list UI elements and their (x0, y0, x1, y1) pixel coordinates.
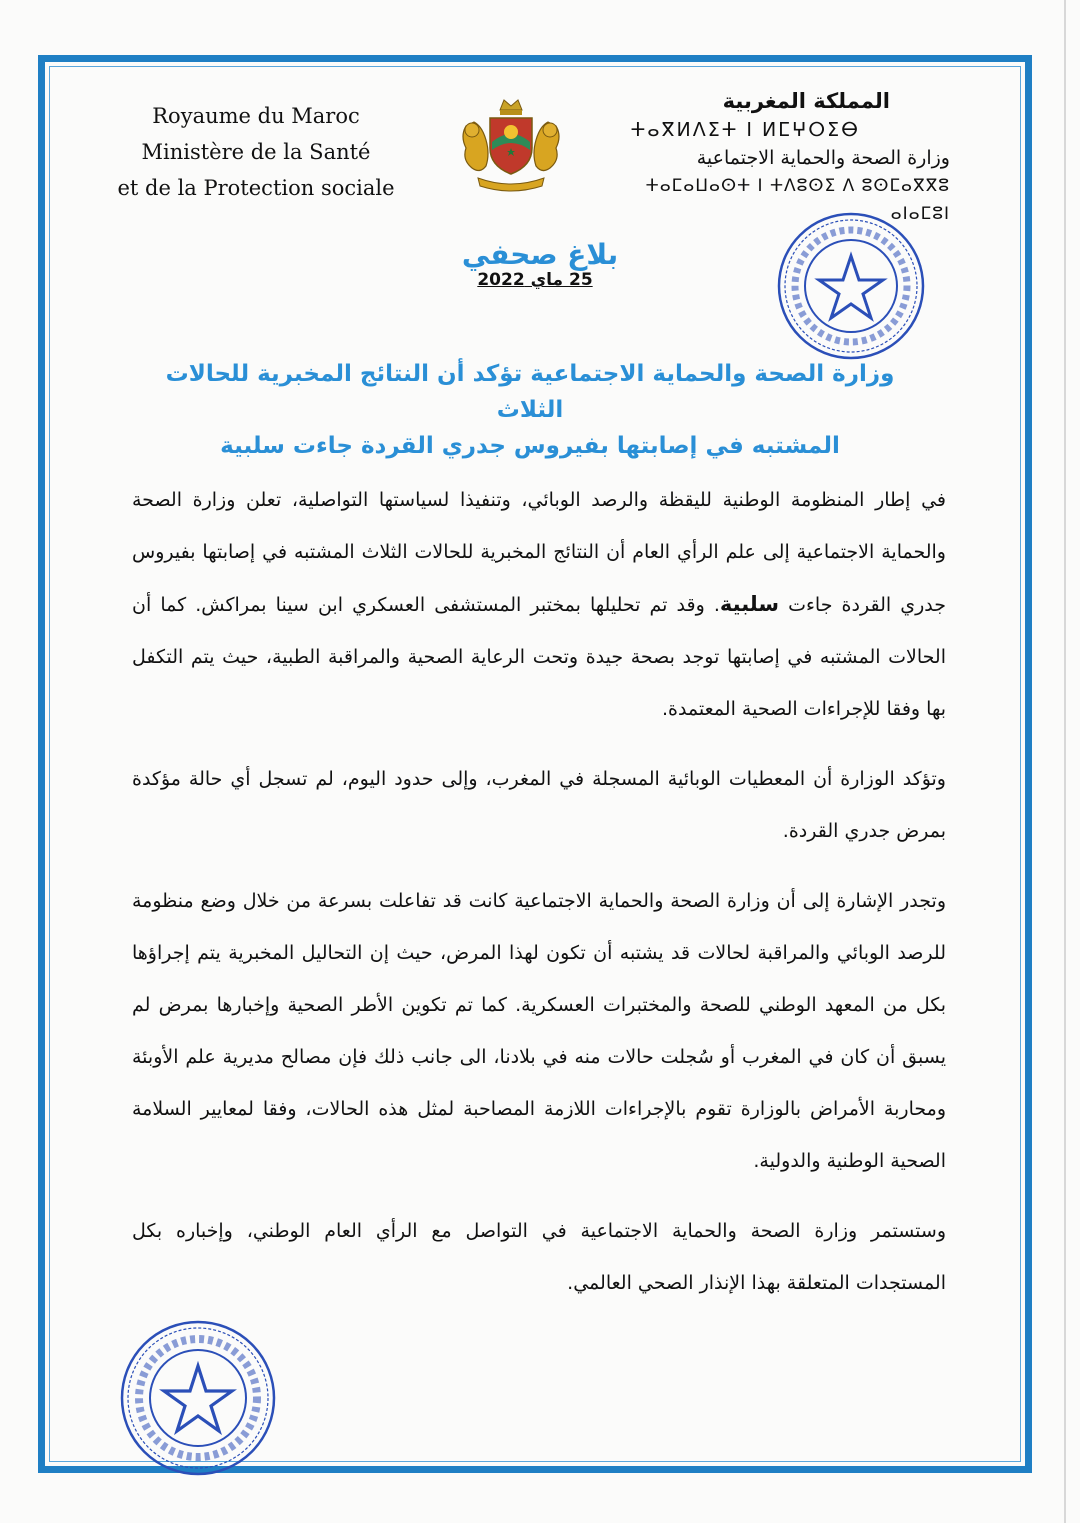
ministry-stamp-icon (118, 1318, 278, 1478)
paragraph-1-part-a: في إطار المنظومة الوطنية لليقظة والرصد الوبائي، وتنفيذا لسياستها التواصلية، تعلن وزارة الصحة والحماية الاجتماعية إلى علم الرأي العام أن النتائج المخبرية للحالات الثلاث المشتبه في إصابتها بفيروس جدري القردة جاءت (132, 489, 946, 616)
negative-result: سلبية (719, 592, 780, 616)
paragraph-1-part-b: . وقد تم تحليلها بمختبر المستشفى العسكري ابن سينا بمراكش. كما أن الحالات المشتبه في إصابتها توجد بصحة جيدة وتحت الرعاية الصحية والمراقبة الطبية، حيث يتم التكفل بها وفقا للإجراءات الصحية المعتمدة. (132, 594, 946, 720)
headline-line-1: وزارة الصحة والحماية الاجتماعية تؤكد أن النتائج المخبرية للحالات الثلاث (165, 361, 895, 423)
moroccan-coat-of-arms-icon (452, 96, 570, 196)
headline (130, 356, 930, 464)
fr-ministry: Ministère de la Santé (141, 140, 371, 164)
ministry-stamp-icon (775, 210, 927, 362)
paragraph-1 (132, 474, 946, 735)
press-release-title: بلاغ صحفي (461, 238, 619, 271)
ar-ministry: وزارة الصحة والحماية الاجتماعية (696, 147, 950, 169)
fr-ministry-2: et de la Protection sociale (117, 176, 395, 200)
release-date: 25 ماي 2022 (477, 270, 593, 290)
tifinagh-ministry: ⵜⴰⵎⴰⵡⴰⵙⵜ ⵏ ⵜⴷⵓⵙⵉ ⴷ ⵓⵙⵎⴰⴳⴳⵓ ⴰⵏⴰⵎⵓⵏ (645, 176, 950, 224)
paragraph-2: وتؤكد الوزارة أن المعطيات الوبائية المسجلة في المغرب، وإلى حدود اليوم، لم تسجل أي حالة مؤكدة بمرض جدري القردة. (132, 768, 946, 842)
arabic-letterhead (590, 86, 950, 228)
ar-kingdom: المملكة المغربية (722, 89, 890, 113)
french-letterhead (96, 98, 416, 206)
press-release-body (132, 474, 946, 1327)
paragraph-3: وتجدر الإشارة إلى أن وزارة الصحة والحماية الاجتماعية كانت قد تفاعلت بسرعة من خلال وضع منظومة للرصد الوبائي والمراقبة لحالات قد يشتبه أن تكون لهذا المرض، حيث إن التحاليل المخبرية يتم إجراؤها بكل من المعهد الوطني للصحة والمختبرات العسكرية. كما تم تكوين الأطر الصحية وإخبارها بمرض لم يسبق أن كان في المغرب أو سُجلت حالات منه في بلادنا، الى جانب ذلك فإن مصالح مديرية علم الأوبئة ومحاربة الأمراض بالوزارة تقوم بالإجراءات اللازمة المصاحبة لمثل هذه الحالات، وفقا لمعايير السلامة الصحية الوطنية والدولية. (132, 890, 946, 1172)
fr-kingdom: Royaume du Maroc (152, 104, 360, 128)
tifinagh-kingdom: ⵜⴰⴳⵍⴷⵉⵜ ⵏ ⵍⵎⵖⵔⵉⴱ (630, 119, 860, 141)
paragraph-4: وستستمر وزارة الصحة والحماية الاجتماعية في التواصل مع الرأي العام الوطني، وإخباره بكل المستجدات المتعلقة بهذا الإنذار الصحي العالمي. (132, 1220, 946, 1294)
scan-edge (1064, 0, 1066, 1523)
headline-line-2: المشتبه في إصابتها بفيروس جدري القردة جاءت سلبية (220, 433, 840, 459)
